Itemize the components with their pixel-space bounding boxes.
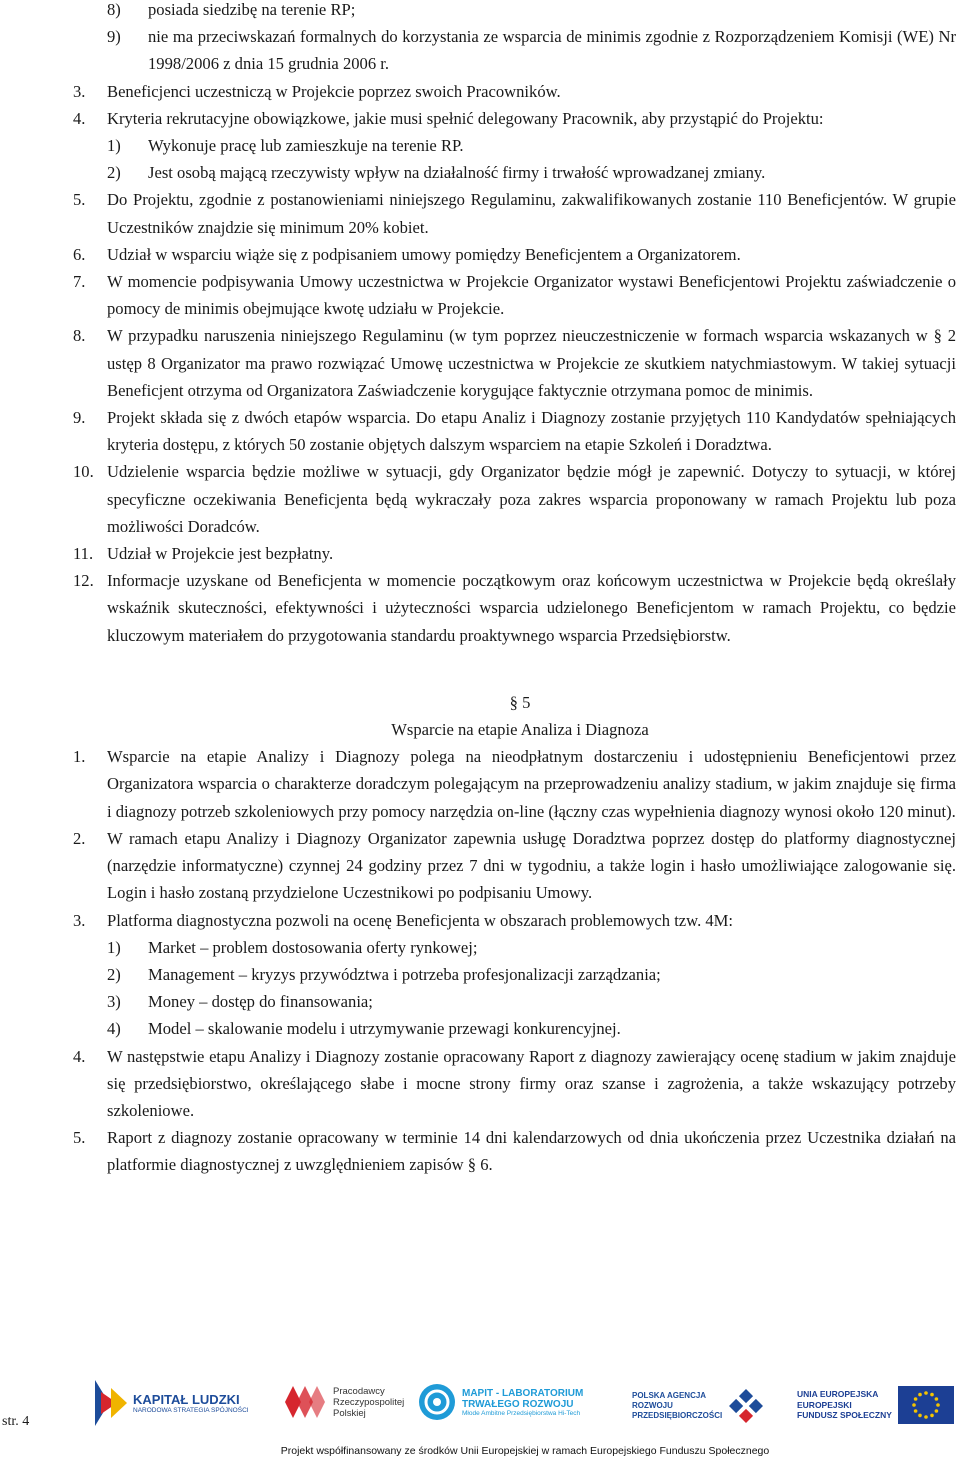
list-item-number: 8) bbox=[107, 0, 121, 19]
eu-flag-icon bbox=[898, 1386, 954, 1424]
list-item bbox=[0, 322, 960, 404]
ue-line3: FUNDUSZ SPOŁECZNY bbox=[797, 1410, 892, 1421]
kapital-ludzki-subtitle: NARODOWA STRATEGIA SPÓJNOŚCI bbox=[133, 1407, 249, 1414]
list-item-number: 4) bbox=[107, 1019, 121, 1039]
list-item-text: Udział w wsparciu wiąże się z podpisaniem umowy pomiędzy Beneficjentem a Organizatorem. bbox=[107, 244, 741, 264]
list-item-number: 2) bbox=[107, 163, 121, 183]
list-item bbox=[0, 825, 960, 907]
list-item-text: Money – dostęp do finansowania; bbox=[148, 992, 373, 1012]
list-item bbox=[0, 0, 960, 23]
list-item bbox=[0, 1015, 960, 1042]
list-item bbox=[0, 458, 960, 540]
section-number: § 5 bbox=[509, 692, 531, 712]
list-item-number: 9) bbox=[107, 27, 121, 47]
list-item bbox=[0, 404, 960, 458]
list-item bbox=[0, 743, 960, 825]
list-item-text: Kryteria rekrutacyjne obowiązkowe, jakie musi spełnić delegowany Pracownik, aby przystąpić do Projektu: bbox=[107, 108, 824, 128]
list-item-number: 4. bbox=[73, 108, 86, 128]
mapit-line2: TRWAŁEGO ROZWOJU bbox=[462, 1398, 574, 1410]
list-item bbox=[0, 988, 960, 1015]
page-number: str. 4 bbox=[2, 1414, 30, 1429]
list-item bbox=[0, 268, 960, 322]
parp-icon bbox=[728, 1388, 764, 1424]
list-item-text: Market – problem dostosowania oferty rynkowej; bbox=[148, 937, 478, 957]
pracodawcy-logo bbox=[283, 1382, 404, 1422]
list-item-text: Wsparcie na etapie Analizy i Diagnozy polega na nieodpłatnym dostarczeniu i udostępnieniu Beneficjentowi przez Organizatora wsparcia o charakterze doradczym polegającym na przeprowadzeniu analizy stadium, w jakim znajduje się firma i diagnozy potrzeb szkoleniowych przy pomocy narzędzia on-line (łączny czas wypełnienia diagnozy wynosi około 120 minut). bbox=[107, 747, 956, 821]
list-item-number: 8. bbox=[73, 326, 86, 346]
pracodawcy-icon bbox=[283, 1382, 329, 1422]
list-item-text: W momencie podpisywania Umowy uczestnictwa w Projekcie Organizator wystawi Beneficjentowi Projektu zaświadczenie o pomocy de minimis obejmujące kwotę udziału w Projekcie. bbox=[107, 272, 956, 319]
list-item bbox=[0, 961, 960, 988]
list-item-number: 6. bbox=[73, 244, 86, 264]
list-item-text: Platforma diagnostyczna pozwoli na ocenę Beneficjenta w obszarach problemowych tzw. 4M: bbox=[107, 910, 734, 930]
section-title: Wsparcie na etapie Analiza i Diagnoza bbox=[391, 720, 649, 740]
list-item-number: 11. bbox=[73, 544, 94, 564]
kapital-ludzki-title: KAPITAŁ LUDZKI bbox=[133, 1392, 240, 1407]
list-item-number: 1) bbox=[107, 136, 121, 156]
list-item bbox=[0, 1043, 960, 1125]
list-item-number: 4. bbox=[73, 1046, 86, 1066]
mapit-logo bbox=[418, 1383, 583, 1421]
list-item bbox=[0, 23, 960, 77]
list-item-text: posiada siedzibę na terenie RP; bbox=[148, 0, 356, 19]
list-item-number: 3. bbox=[73, 81, 86, 101]
ue-efs-logo bbox=[797, 1386, 954, 1424]
list-item-text: Jest osobą mającą rzeczywisty wpływ na działalność firmy i trwałość wprowadzanej zmiany. bbox=[148, 163, 766, 183]
list-item-text: Management – kryzys przywództwa i potrzeba profesjonalizacji zarządzania; bbox=[148, 964, 661, 984]
parp-line2: ROZWOJU bbox=[632, 1401, 673, 1410]
pracodawcy-line2: Rzeczypospolitej bbox=[333, 1396, 405, 1408]
list-item bbox=[0, 241, 960, 268]
bottom-list bbox=[0, 743, 960, 1178]
pracodawcy-line1: Pracodawcy bbox=[333, 1385, 385, 1397]
mapit-line1: MAPIT - LABORATORIUM bbox=[462, 1387, 584, 1399]
list-item-number: 1) bbox=[107, 937, 121, 957]
list-item-text: Model – skalowanie modelu i utrzymywanie przewagi konkurencyjnej. bbox=[148, 1019, 621, 1039]
list-item bbox=[0, 567, 960, 649]
list-item-text: W przypadku naruszenia niniejszego Regulaminu (w tym poprzez nieuczestniczenie w formach wsparcia wskazanych w § 2 ustęp 8 Organizator ma prawo rozwiązać Umowę uczestnictwa w Projekcie ze skutkiem natychmiastowym. W takiej sytuacji Beneficjent otrzyma od Organizatora Zaświadczenie korygujące faktycznie otrzymana pomoc de minimis. bbox=[107, 326, 956, 400]
list-item-text: W następstwie etapu Analizy i Diagnozy zostanie opracowany Raport z diagnozy zawierający ocenę stadium w jakim znajduje się przedsiębiorstwo, określającego słabe i mocne strony firmy oraz szanse i zagrożenia, a także wskazujący potrzeby szkoleniowe. bbox=[107, 1046, 956, 1120]
list-item-number: 5. bbox=[73, 1128, 86, 1148]
list-item-number: 2. bbox=[73, 828, 86, 848]
parp-line1: POLSKA AGENCJA bbox=[632, 1391, 707, 1400]
list-item bbox=[0, 907, 960, 934]
list-item-text: Do Projektu, zgodnie z postanowieniami niniejszego Regulaminu, zakwalifikowanych zostanie 110 Beneficjentów. W grupie Uczestników znajdzie się minimum 20% kobiet. bbox=[107, 190, 956, 237]
list-item bbox=[0, 105, 960, 132]
list-item-number: 10. bbox=[73, 462, 94, 482]
list-item-number: 3. bbox=[73, 910, 86, 930]
top-list bbox=[0, 0, 960, 649]
list-item-number: 9. bbox=[73, 408, 86, 428]
list-item-text: Projekt składa się z dwóch etapów wsparcia. Do etapu Analiz i Diagnozy zostanie przyjętych 110 Kandydatów spełniających kryteria dostępu, z których 50 zostanie objętych dalszym wsparciem na etapie Szkoleń i Doradztwa. bbox=[107, 408, 956, 455]
ue-line2: EUROPEJSKI bbox=[797, 1399, 852, 1410]
list-item bbox=[0, 78, 960, 105]
list-item bbox=[0, 159, 960, 186]
list-item-text: Beneficjenci uczestniczą w Projekcie poprzez swoich Pracowników. bbox=[107, 81, 561, 101]
list-item-text: Raport z diagnozy zostanie opracowany w terminie 14 dni kalendarzowych od dnia ukończenia przez Uczestnika działań na platformie diagnostycznej z uwzględnieniem zapisów § 6. bbox=[107, 1128, 956, 1175]
parp-logo bbox=[632, 1388, 764, 1424]
list-item bbox=[0, 934, 960, 961]
list-item-number: 7. bbox=[73, 272, 86, 292]
list-item-text: Wykonuje pracę lub zamieszkuje na terenie RP. bbox=[148, 136, 464, 156]
list-item-text: W ramach etapu Analizy i Diagnozy Organizator zapewnia usługę Doradztwa poprzez dostęp do platformy diagnostycznej (narzędzie informatyczne) czynnej 24 godziny przez 7 dni w tygodniu, a także login i hasło umożliwiające zalogowanie się. Login i hasło zostaną przydzielone Uczestnikowi po podpisaniu Umowy. bbox=[107, 828, 956, 903]
mapit-icon bbox=[418, 1383, 456, 1421]
list-item-text: nie ma przeciwskazań formalnych do korzystania ze wsparcia de minimis zgodnie z Rozporządzeniem Komisji (WE) Nr 1998/2006 z dnia 15 grudnia 2006 r. bbox=[148, 27, 956, 74]
list-item-number: 2) bbox=[107, 964, 121, 984]
kapital-ludzki-logo bbox=[95, 1380, 249, 1426]
list-item bbox=[0, 132, 960, 159]
list-item-number: 5. bbox=[73, 190, 86, 210]
list-item-number: 1. bbox=[73, 747, 86, 767]
list-item-text: Udzielenie wsparcia będzie możliwe w sytuacji, gdy Organizator będzie mógł je zapewnić. Dotyczy to sytuacji, w której specyficzne oczekiwania Beneficjenta będą wykraczały poza zakres wsparcia proponowany w ramach Projektu lub poza możliwości Doradców. bbox=[107, 462, 956, 536]
list-item-text: Informacje uzyskane od Beneficjenta w momencie początkowym oraz końcowym uczestnictwa w Projekcie będą określały wskaźnik skuteczności, efektywności i użyteczności wsparcia udzielonego Beneficjentom w ramach Projektu, co będzie kluczowym materiałem do przygotowania standardu proaktywnego wsparcia Przedsiębiorstw. bbox=[107, 571, 956, 645]
list-item-number: 12. bbox=[73, 571, 94, 591]
pracodawcy-line3: Polskiej bbox=[333, 1407, 366, 1419]
mapit-line3: Młode Ambitne Przedsiębiorstwa Hi-Tech bbox=[462, 1409, 581, 1417]
kapital-ludzki-icon bbox=[95, 1380, 127, 1426]
parp-line3: PRZEDSIĘBIORCZOŚCI bbox=[632, 1411, 723, 1420]
ue-line1: UNIA EUROPEJSKA bbox=[797, 1389, 879, 1400]
list-item bbox=[0, 540, 960, 567]
list-item bbox=[0, 186, 960, 240]
list-item bbox=[0, 1124, 960, 1178]
footer-note: Projekt współfinansowany ze środków Unii Europejskiej w ramach Europejskiego Funduszu Społecznego bbox=[280, 1445, 770, 1457]
list-item-text: Udział w Projekcie jest bezpłatny. bbox=[107, 544, 334, 564]
list-item-number: 3) bbox=[107, 992, 121, 1012]
